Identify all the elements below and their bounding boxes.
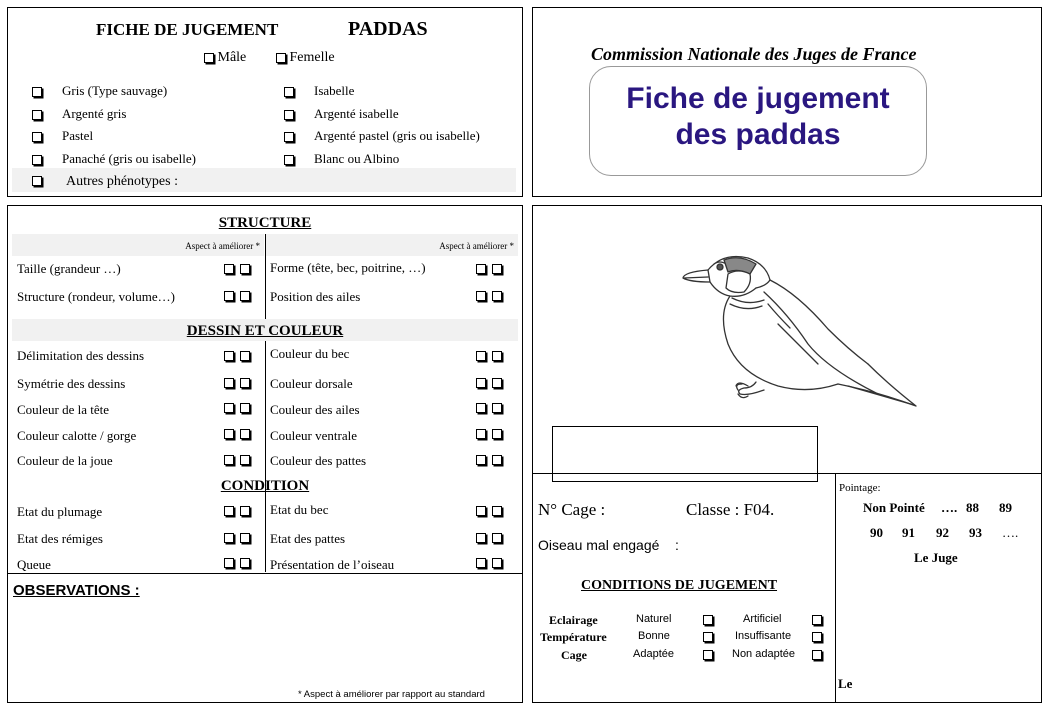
score-option[interactable]: ….	[1002, 525, 1019, 540]
checkbox-pair[interactable]	[224, 429, 250, 439]
sex-female-option[interactable]: Femelle	[276, 50, 335, 66]
score-option[interactable]: 92	[936, 525, 949, 540]
checkbox-pair[interactable]	[476, 429, 502, 439]
padda-bird-illustration	[678, 234, 928, 414]
variety-option[interactable]: Pastel	[32, 128, 196, 151]
criterion-label: Etat du plumage	[17, 504, 103, 519]
condition-option: Bonne	[638, 630, 670, 642]
other-phenotypes-row[interactable]	[12, 168, 516, 192]
condition-checkbox[interactable]	[812, 650, 822, 660]
footnote: * Aspect à améliorer par rapport au standard	[298, 689, 485, 700]
variety-option[interactable]: Argenté pastel (gris ou isabelle)	[284, 128, 480, 151]
criterion-label: Couleur dorsale	[270, 376, 353, 391]
variety-option[interactable]: Argenté gris	[32, 106, 196, 128]
condition-option: Artificiel	[743, 613, 782, 625]
variety-option[interactable]: Argenté isabelle	[284, 106, 480, 128]
criterion-label: Couleur des ailes	[270, 402, 360, 417]
judge-label: Le Juge	[914, 550, 958, 565]
organization-name: Commission Nationale des Juges de France	[591, 44, 917, 64]
criterion-label: Couleur de la joue	[17, 453, 113, 468]
checkbox-pair[interactable]	[476, 403, 502, 413]
date-label: Le	[838, 676, 853, 691]
main-title-line2: des paddas	[675, 118, 841, 151]
condition-checkbox[interactable]	[703, 650, 713, 660]
column-divider	[265, 234, 266, 572]
observations-area[interactable]	[12, 602, 518, 682]
observations-divider	[8, 573, 522, 574]
criterion-label: Couleur ventrale	[270, 428, 357, 443]
other-phenotypes-label: Autres phénotypes :	[66, 174, 178, 189]
other-checkbox[interactable]	[32, 176, 42, 186]
checkbox-pair[interactable]	[224, 264, 250, 274]
criterion-label: Etat des pattes	[270, 531, 346, 546]
checkbox-pair[interactable]	[224, 455, 250, 465]
criterion-label: Structure (rondeur, volume…)	[17, 289, 175, 304]
dessin-title: DESSIN ET COULEUR	[186, 323, 344, 339]
form-title: FICHE DE JUGEMENT	[96, 20, 279, 39]
conditions-title: CONDITIONS DE JUGEMENT	[581, 578, 778, 593]
badly-engaged-label: Oiseau mal engagé :	[538, 537, 679, 553]
aspect-header-right: Aspect à améliorer *	[266, 234, 518, 256]
condition-label: Cage	[561, 648, 587, 662]
condition-option: Non adaptée	[732, 648, 795, 660]
pointage-label: Pointage:	[839, 482, 881, 494]
bird-panel	[532, 205, 1042, 703]
sex-male-option[interactable]: Mâle	[204, 50, 246, 66]
checkbox-pair[interactable]	[476, 533, 502, 543]
structure-title: STRUCTURE	[218, 215, 312, 231]
variety-option[interactable]: Gris (Type sauvage)	[32, 83, 196, 106]
condition-checkbox[interactable]	[703, 615, 713, 625]
checkbox-pair[interactable]	[476, 291, 502, 301]
panel-divider	[533, 473, 1041, 474]
header-panel	[7, 7, 523, 197]
aspect-header-left: Aspect à améliorer *	[12, 234, 264, 256]
condition-checkbox[interactable]	[812, 615, 822, 625]
criterion-label: Forme (tête, bec, poitrine, …)	[270, 260, 426, 275]
checkbox-pair[interactable]	[224, 506, 250, 516]
observations-label: OBSERVATIONS :	[13, 582, 140, 599]
score-option[interactable]: 88	[966, 500, 979, 515]
variety-right-list	[284, 83, 480, 173]
criterion-label: Couleur du bec	[270, 346, 350, 361]
condition-label: Eclairage	[549, 613, 598, 627]
checkbox-pair[interactable]	[476, 558, 502, 568]
species-title: PADDAS	[348, 18, 428, 40]
variety-option[interactable]: Blanc ou Albino	[284, 151, 480, 173]
criterion-label: Position des ailes	[270, 289, 361, 304]
non-pointe-label[interactable]: Non Pointé	[863, 500, 925, 515]
variety-option[interactable]: Panaché (gris ou isabelle)	[32, 151, 196, 173]
pointage-divider	[835, 473, 836, 702]
female-checkbox[interactable]	[276, 53, 286, 63]
checkbox-pair[interactable]	[476, 455, 502, 465]
checkbox-pair[interactable]	[476, 264, 502, 274]
score-option[interactable]: ….	[941, 500, 958, 515]
checkbox-pair[interactable]	[224, 291, 250, 301]
class-label: Classe : F04.	[686, 500, 775, 519]
main-title-line1: Fiche de jugement	[626, 82, 890, 115]
criterion-label: Queue	[17, 557, 51, 572]
score-option[interactable]: 90	[870, 525, 883, 540]
variety-option[interactable]: Isabelle	[284, 83, 480, 106]
checkbox-pair[interactable]	[476, 378, 502, 388]
checkbox-pair[interactable]	[224, 558, 250, 568]
criterion-label: Etat des rémiges	[17, 531, 103, 546]
condition-checkbox[interactable]	[812, 632, 822, 642]
condition-title: CONDITION	[220, 478, 310, 494]
condition-label: Température	[540, 630, 607, 644]
checkbox-pair[interactable]	[224, 378, 250, 388]
condition-option: Naturel	[636, 613, 672, 625]
criterion-label: Couleur de la tête	[17, 402, 110, 417]
condition-option: Insuffisante	[735, 630, 792, 642]
criterion-label: Couleur des pattes	[270, 453, 367, 468]
criterion-label: Couleur calotte / gorge	[17, 428, 137, 443]
condition-checkbox[interactable]	[703, 632, 713, 642]
title-panel	[532, 7, 1042, 197]
cage-number-label: N° Cage :	[538, 500, 606, 519]
checkbox-pair[interactable]	[476, 506, 502, 516]
checkbox-pair[interactable]	[224, 403, 250, 413]
variety-left-list	[32, 83, 196, 173]
score-option[interactable]: 93	[969, 525, 982, 540]
score-option[interactable]: 89	[999, 500, 1012, 515]
checkbox-pair[interactable]	[224, 351, 250, 361]
criterion-label: Symétrie des dessins	[17, 376, 126, 391]
score-option[interactable]: 91	[902, 525, 915, 540]
criterion-label: Taille (grandeur …)	[17, 261, 121, 276]
checkbox-pair[interactable]	[224, 533, 250, 543]
criterion-label: Délimitation des dessins	[17, 348, 145, 363]
male-checkbox[interactable]	[204, 53, 214, 63]
criterion-label: Présentation de l’oiseau	[270, 557, 395, 572]
criteria-panel	[7, 205, 523, 703]
condition-option: Adaptée	[633, 648, 674, 660]
criterion-label: Etat du bec	[270, 502, 329, 517]
checkbox-pair[interactable]	[476, 351, 502, 361]
